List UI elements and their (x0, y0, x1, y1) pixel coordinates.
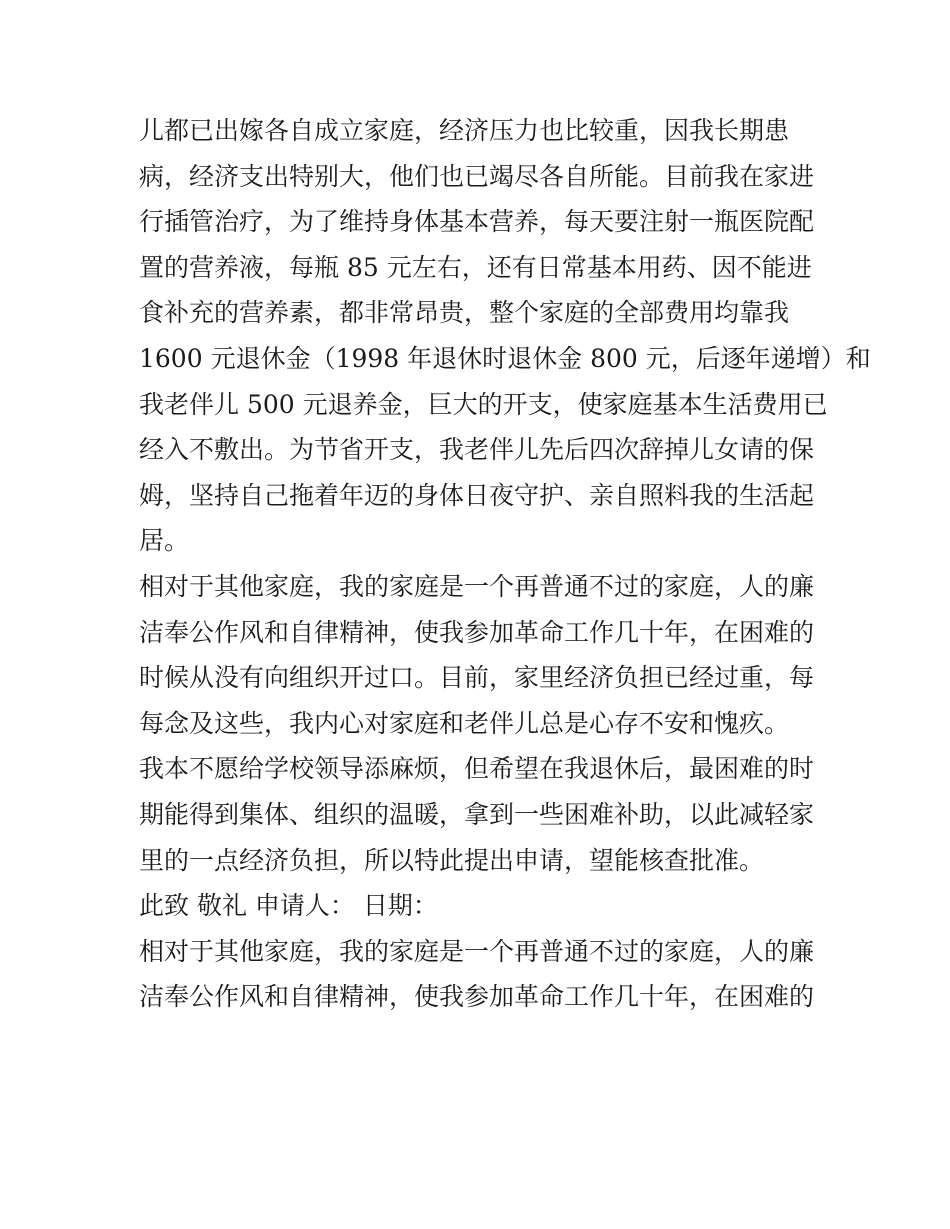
text-line: 时候从没有向组织开过口。目前，家里经济负担已经过重，每 (139, 663, 815, 693)
text-line: 居。 (139, 526, 190, 556)
text-line: 病，经济支出特别大，他们也已竭尽各自所能。目前我在家进 (139, 161, 815, 191)
text-line: 经入不敷出。为节省开支，我老伴儿先后四次辞掉儿女请的保 (139, 435, 815, 465)
text-line: 我本不愿给学校领导添麻烦，但希望在我退休后，最困难的时 (139, 754, 815, 784)
text-line: 行插管治疗，为了维持身体基本营养，每天要注射一瓶医院配 (139, 207, 815, 237)
text-line: 相对于其他家庭，我的家庭是一个再普通不过的家庭，人的廉 (139, 936, 815, 966)
document-body (139, 108, 871, 1020)
closing-line: 此致 敬礼 申请人： 日期： (139, 891, 438, 921)
text-line: 每念及这些，我内心对家庭和老伴儿总是心存不安和愧疚。 (139, 708, 790, 738)
text-line: 1600 元退休金（1998 年退休时退休金 800 元，后逐年递增）和 (139, 343, 871, 373)
text-line: 相对于其他家庭，我的家庭是一个再普通不过的家庭，人的廉 (139, 571, 815, 601)
text-line: 洁奉公作风和自律精神，使我参加革命工作几十年，在困难的 (139, 617, 815, 647)
text-line: 置的营养液，每瓶 85 元左右，还有日常基本用药、因不能进 (139, 252, 812, 282)
text-line: 我老伴儿 500 元退养金，巨大的开支，使家庭基本生活费用已 (139, 389, 828, 419)
text-line: 里的一点经济负担，所以特此提出申请，望能核查批准。 (139, 845, 765, 875)
text-line: 食补充的营养素，都非常昂贵，整个家庭的全部费用均靠我 (139, 298, 790, 328)
text-line: 期能得到集体、组织的温暖，拿到一些困难补助，以此减轻家 (139, 799, 815, 829)
text-line: 儿都已出嫁各自成立家庭，经济压力也比较重，因我长期患 (139, 116, 790, 145)
text-line: 姆，坚持自己拖着年迈的身体日夜守护、亲自照料我的生活起 (139, 480, 815, 510)
text-line: 洁奉公作风和自律精神，使我参加革命工作几十年，在困难的 (139, 982, 815, 1012)
